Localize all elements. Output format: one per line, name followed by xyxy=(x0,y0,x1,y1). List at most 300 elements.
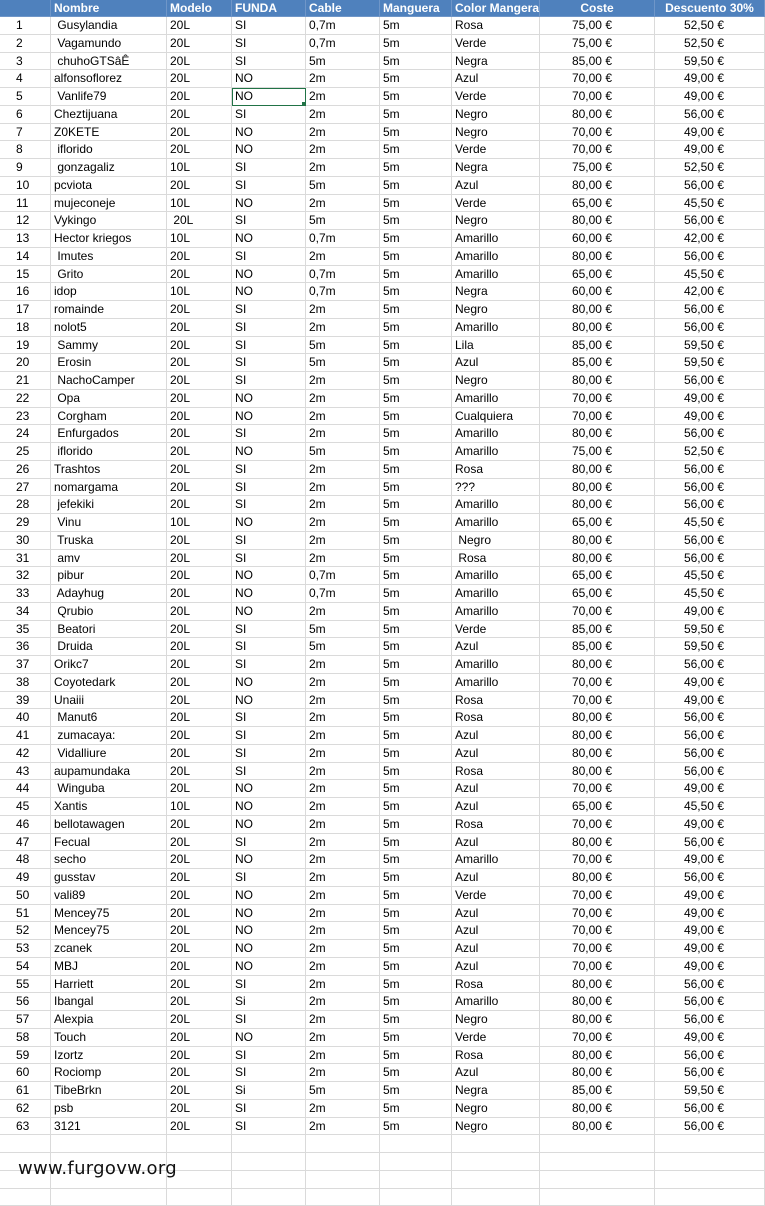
empty-cell[interactable] xyxy=(51,1135,167,1153)
cell-manguera[interactable]: 5m xyxy=(380,1082,452,1100)
cell-nombre[interactable]: chuhoGTSâÊ xyxy=(51,53,167,71)
cell-manguera[interactable]: 5m xyxy=(380,266,452,284)
cell-descuento[interactable]: 56,00 € xyxy=(655,319,765,337)
cell-nombre[interactable]: aupamundaka xyxy=(51,763,167,781)
cell-color-mangera[interactable]: Azul xyxy=(452,745,540,763)
cell-cable[interactable]: 0,7m xyxy=(306,567,380,585)
cell-modelo[interactable]: 20L xyxy=(167,496,232,514)
cell-coste[interactable]: 60,00 € xyxy=(540,283,655,301)
cell-nombre[interactable]: secho xyxy=(51,851,167,869)
cell-funda[interactable]: NO xyxy=(232,266,306,284)
cell-modelo[interactable]: 20L xyxy=(167,674,232,692)
cell-color-mangera[interactable]: Azul xyxy=(452,1064,540,1082)
cell-coste[interactable]: 80,00 € xyxy=(540,496,655,514)
cell-manguera[interactable]: 5m xyxy=(380,763,452,781)
cell-funda[interactable]: NO xyxy=(232,124,306,142)
cell-manguera[interactable]: 5m xyxy=(380,550,452,568)
cell-manguera[interactable]: 5m xyxy=(380,70,452,88)
cell-color-mangera[interactable]: Azul xyxy=(452,177,540,195)
cell-color-mangera[interactable]: Verde xyxy=(452,1029,540,1047)
cell-coste[interactable]: 80,00 € xyxy=(540,1047,655,1065)
cell-manguera[interactable]: 5m xyxy=(380,337,452,355)
cell-descuento[interactable]: 49,00 € xyxy=(655,887,765,905)
cell-manguera[interactable]: 5m xyxy=(380,248,452,266)
cell-cable[interactable]: 2m xyxy=(306,692,380,710)
cell-nombre[interactable]: Mencey75 xyxy=(51,905,167,923)
cell-modelo[interactable]: 20L xyxy=(167,621,232,639)
cell-modelo[interactable]: 20L xyxy=(167,638,232,656)
cell-color-mangera[interactable]: Amarillo xyxy=(452,851,540,869)
cell-color-mangera[interactable]: Amarillo xyxy=(452,319,540,337)
cell-modelo[interactable]: 20L xyxy=(167,976,232,994)
cell-coste[interactable]: 65,00 € xyxy=(540,585,655,603)
cell-nombre[interactable]: iflorido xyxy=(51,443,167,461)
cell-cable[interactable]: 5m xyxy=(306,177,380,195)
cell-nombre[interactable]: Harriett xyxy=(51,976,167,994)
cell-funda[interactable]: SI xyxy=(232,1047,306,1065)
cell-funda[interactable]: SI xyxy=(232,106,306,124)
cell-nombre[interactable]: Alexpia xyxy=(51,1011,167,1029)
cell-color-mangera[interactable]: Negro xyxy=(452,124,540,142)
cell-row-number[interactable]: 25 xyxy=(0,443,51,461)
cell-coste[interactable]: 80,00 € xyxy=(540,727,655,745)
cell-row-number[interactable]: 17 xyxy=(0,301,51,319)
cell-descuento[interactable]: 49,00 € xyxy=(655,905,765,923)
cell-funda[interactable]: NO xyxy=(232,851,306,869)
cell-nombre[interactable]: alfonsoflorez xyxy=(51,70,167,88)
cell-descuento[interactable]: 49,00 € xyxy=(655,692,765,710)
cell-nombre[interactable]: Touch xyxy=(51,1029,167,1047)
cell-descuento[interactable]: 45,50 € xyxy=(655,585,765,603)
cell-color-mangera[interactable]: Negro xyxy=(452,106,540,124)
empty-cell[interactable] xyxy=(452,1171,540,1189)
cell-cable[interactable]: 5m xyxy=(306,354,380,372)
empty-cell[interactable] xyxy=(232,1135,306,1153)
empty-cell[interactable] xyxy=(452,1153,540,1171)
cell-funda[interactable]: SI xyxy=(232,177,306,195)
cell-modelo[interactable]: 20L xyxy=(167,319,232,337)
cell-coste[interactable]: 80,00 € xyxy=(540,709,655,727)
empty-cell[interactable] xyxy=(0,1135,51,1153)
cell-row-number[interactable]: 45 xyxy=(0,798,51,816)
cell-row-number[interactable]: 5 xyxy=(0,88,51,106)
cell-cable[interactable]: 2m xyxy=(306,834,380,852)
cell-cable[interactable]: 5m xyxy=(306,1082,380,1100)
cell-row-number[interactable]: 42 xyxy=(0,745,51,763)
cell-coste[interactable]: 80,00 € xyxy=(540,1064,655,1082)
cell-manguera[interactable]: 5m xyxy=(380,834,452,852)
column-header-funda[interactable]: FUNDA xyxy=(232,0,306,17)
cell-descuento[interactable]: 56,00 € xyxy=(655,461,765,479)
cell-coste[interactable]: 80,00 € xyxy=(540,1100,655,1118)
cell-row-number[interactable]: 8 xyxy=(0,141,51,159)
cell-coste[interactable]: 85,00 € xyxy=(540,337,655,355)
cell-row-number[interactable]: 44 xyxy=(0,780,51,798)
cell-row-number[interactable]: 29 xyxy=(0,514,51,532)
cell-funda[interactable]: SI xyxy=(232,727,306,745)
cell-color-mangera[interactable]: Verde xyxy=(452,195,540,213)
cell-color-mangera[interactable]: Azul xyxy=(452,354,540,372)
cell-row-number[interactable]: 37 xyxy=(0,656,51,674)
cell-funda[interactable]: NO xyxy=(232,887,306,905)
cell-manguera[interactable]: 5m xyxy=(380,443,452,461)
cell-manguera[interactable]: 5m xyxy=(380,993,452,1011)
cell-descuento[interactable]: 56,00 € xyxy=(655,869,765,887)
cell-funda[interactable]: NO xyxy=(232,283,306,301)
empty-cell[interactable] xyxy=(655,1153,765,1171)
cell-coste[interactable]: 80,00 € xyxy=(540,1118,655,1136)
empty-cell[interactable] xyxy=(540,1153,655,1171)
cell-cable[interactable]: 2m xyxy=(306,390,380,408)
cell-descuento[interactable]: 56,00 € xyxy=(655,1100,765,1118)
cell-cable[interactable]: 2m xyxy=(306,479,380,497)
cell-funda[interactable]: Si xyxy=(232,1082,306,1100)
cell-manguera[interactable]: 5m xyxy=(380,354,452,372)
cell-nombre[interactable]: Vykingo xyxy=(51,212,167,230)
cell-modelo[interactable]: 20L xyxy=(167,745,232,763)
empty-cell[interactable] xyxy=(380,1189,452,1206)
cell-funda[interactable]: SI xyxy=(232,869,306,887)
cell-nombre[interactable]: pibur xyxy=(51,567,167,585)
cell-funda[interactable]: SI xyxy=(232,976,306,994)
empty-cell[interactable] xyxy=(655,1135,765,1153)
cell-nombre[interactable]: gonzagaliz xyxy=(51,159,167,177)
cell-coste[interactable]: 80,00 € xyxy=(540,834,655,852)
cell-color-mangera[interactable]: Amarillo xyxy=(452,603,540,621)
cell-modelo[interactable]: 20L xyxy=(167,1029,232,1047)
cell-coste[interactable]: 80,00 € xyxy=(540,425,655,443)
cell-color-mangera[interactable]: Verde xyxy=(452,88,540,106)
cell-funda[interactable]: SI xyxy=(232,834,306,852)
cell-funda[interactable]: SI xyxy=(232,461,306,479)
cell-modelo[interactable]: 20L xyxy=(167,993,232,1011)
cell-color-mangera[interactable]: Azul xyxy=(452,638,540,656)
cell-descuento[interactable]: 49,00 € xyxy=(655,958,765,976)
cell-modelo[interactable]: 10L xyxy=(167,230,232,248)
cell-descuento[interactable]: 49,00 € xyxy=(655,141,765,159)
cell-color-mangera[interactable]: Azul xyxy=(452,798,540,816)
cell-nombre[interactable]: TibeBrkn xyxy=(51,1082,167,1100)
cell-funda[interactable]: NO xyxy=(232,195,306,213)
cell-modelo[interactable]: 20L xyxy=(167,922,232,940)
cell-descuento[interactable]: 56,00 € xyxy=(655,1064,765,1082)
cell-nombre[interactable]: Winguba xyxy=(51,780,167,798)
column-header-manguera[interactable]: Manguera xyxy=(380,0,452,17)
cell-coste[interactable]: 70,00 € xyxy=(540,816,655,834)
cell-descuento[interactable]: 56,00 € xyxy=(655,479,765,497)
cell-manguera[interactable]: 5m xyxy=(380,638,452,656)
cell-manguera[interactable]: 5m xyxy=(380,1011,452,1029)
cell-manguera[interactable]: 5m xyxy=(380,479,452,497)
cell-modelo[interactable]: 20L xyxy=(167,88,232,106)
cell-manguera[interactable]: 5m xyxy=(380,425,452,443)
cell-nombre[interactable]: Sammy xyxy=(51,337,167,355)
cell-descuento[interactable]: 52,50 € xyxy=(655,443,765,461)
cell-row-number[interactable]: 59 xyxy=(0,1047,51,1065)
cell-coste[interactable]: 70,00 € xyxy=(540,851,655,869)
cell-coste[interactable]: 75,00 € xyxy=(540,159,655,177)
cell-funda[interactable]: SI xyxy=(232,532,306,550)
cell-cable[interactable]: 2m xyxy=(306,1100,380,1118)
cell-cable[interactable]: 2m xyxy=(306,780,380,798)
cell-cable[interactable]: 0,7m xyxy=(306,283,380,301)
cell-descuento[interactable]: 42,00 € xyxy=(655,230,765,248)
cell-modelo[interactable]: 20L xyxy=(167,603,232,621)
empty-cell[interactable] xyxy=(232,1189,306,1206)
cell-cable[interactable]: 2m xyxy=(306,461,380,479)
cell-manguera[interactable]: 5m xyxy=(380,532,452,550)
cell-descuento[interactable]: 49,00 € xyxy=(655,88,765,106)
cell-coste[interactable]: 80,00 € xyxy=(540,106,655,124)
cell-cable[interactable]: 2m xyxy=(306,124,380,142)
cell-funda[interactable]: SI xyxy=(232,621,306,639)
cell-color-mangera[interactable]: Amarillo xyxy=(452,656,540,674)
cell-color-mangera[interactable]: Amarillo xyxy=(452,993,540,1011)
cell-color-mangera[interactable]: Negro xyxy=(452,532,540,550)
cell-nombre[interactable]: Coyotedark xyxy=(51,674,167,692)
cell-coste[interactable]: 80,00 € xyxy=(540,745,655,763)
cell-modelo[interactable]: 20L xyxy=(167,851,232,869)
cell-row-number[interactable]: 58 xyxy=(0,1029,51,1047)
cell-color-mangera[interactable]: Negra xyxy=(452,283,540,301)
cell-manguera[interactable]: 5m xyxy=(380,88,452,106)
cell-coste[interactable]: 80,00 € xyxy=(540,656,655,674)
cell-descuento[interactable]: 56,00 € xyxy=(655,496,765,514)
cell-nombre[interactable]: romainde xyxy=(51,301,167,319)
cell-row-number[interactable]: 35 xyxy=(0,621,51,639)
cell-manguera[interactable]: 5m xyxy=(380,283,452,301)
cell-cable[interactable]: 2m xyxy=(306,709,380,727)
cell-nombre[interactable]: pcviota xyxy=(51,177,167,195)
cell-descuento[interactable]: 56,00 € xyxy=(655,976,765,994)
cell-row-number[interactable]: 57 xyxy=(0,1011,51,1029)
cell-nombre[interactable]: Vanlife79 xyxy=(51,88,167,106)
cell-modelo[interactable]: 20L xyxy=(167,1082,232,1100)
cell-manguera[interactable]: 5m xyxy=(380,1029,452,1047)
cell-descuento[interactable]: 59,50 € xyxy=(655,621,765,639)
cell-manguera[interactable]: 5m xyxy=(380,958,452,976)
cell-manguera[interactable]: 5m xyxy=(380,798,452,816)
cell-color-mangera[interactable]: Azul xyxy=(452,940,540,958)
cell-color-mangera[interactable]: Rosa xyxy=(452,763,540,781)
cell-descuento[interactable]: 45,50 € xyxy=(655,266,765,284)
cell-modelo[interactable]: 20L xyxy=(167,141,232,159)
cell-manguera[interactable]: 5m xyxy=(380,461,452,479)
column-header-coste[interactable]: Coste xyxy=(540,0,655,17)
empty-cell[interactable] xyxy=(167,1135,232,1153)
cell-color-mangera[interactable]: Amarillo xyxy=(452,266,540,284)
cell-descuento[interactable]: 56,00 € xyxy=(655,709,765,727)
cell-funda[interactable]: NO xyxy=(232,940,306,958)
cell-modelo[interactable]: 20L xyxy=(167,709,232,727)
cell-coste[interactable]: 70,00 € xyxy=(540,940,655,958)
cell-modelo[interactable]: 20L xyxy=(167,301,232,319)
cell-modelo[interactable]: 20L xyxy=(167,550,232,568)
empty-cell[interactable] xyxy=(452,1189,540,1206)
cell-color-mangera[interactable]: Amarillo xyxy=(452,496,540,514)
cell-manguera[interactable]: 5m xyxy=(380,1100,452,1118)
cell-coste[interactable]: 70,00 € xyxy=(540,390,655,408)
cell-cable[interactable]: 2m xyxy=(306,532,380,550)
cell-funda[interactable]: NO xyxy=(232,816,306,834)
cell-cable[interactable]: 2m xyxy=(306,550,380,568)
cell-modelo[interactable]: 20L xyxy=(167,958,232,976)
cell-color-mangera[interactable]: Negro xyxy=(452,1011,540,1029)
cell-coste[interactable]: 70,00 € xyxy=(540,1029,655,1047)
column-header-modelo[interactable]: Modelo xyxy=(167,0,232,17)
cell-descuento[interactable]: 49,00 € xyxy=(655,922,765,940)
cell-row-number[interactable]: 52 xyxy=(0,922,51,940)
cell-manguera[interactable]: 5m xyxy=(380,816,452,834)
cell-nombre[interactable]: Fecual xyxy=(51,834,167,852)
cell-descuento[interactable]: 45,50 € xyxy=(655,567,765,585)
cell-color-mangera[interactable]: Rosa xyxy=(452,709,540,727)
cell-descuento[interactable]: 49,00 € xyxy=(655,408,765,426)
empty-cell[interactable] xyxy=(452,1135,540,1153)
column-header-nombre[interactable]: Nombre xyxy=(51,0,167,17)
cell-funda[interactable]: SI xyxy=(232,1064,306,1082)
cell-descuento[interactable]: 49,00 € xyxy=(655,390,765,408)
cell-manguera[interactable]: 5m xyxy=(380,869,452,887)
cell-cable[interactable]: 2m xyxy=(306,603,380,621)
cell-coste[interactable]: 65,00 € xyxy=(540,798,655,816)
cell-coste[interactable]: 70,00 € xyxy=(540,674,655,692)
cell-row-number[interactable]: 43 xyxy=(0,763,51,781)
cell-descuento[interactable]: 49,00 € xyxy=(655,603,765,621)
cell-manguera[interactable]: 5m xyxy=(380,1047,452,1065)
cell-cable[interactable]: 2m xyxy=(306,408,380,426)
cell-descuento[interactable]: 56,00 € xyxy=(655,177,765,195)
cell-funda[interactable]: SI xyxy=(232,1011,306,1029)
cell-manguera[interactable]: 5m xyxy=(380,851,452,869)
cell-funda[interactable]: SI xyxy=(232,1118,306,1136)
empty-cell[interactable] xyxy=(380,1171,452,1189)
cell-cable[interactable]: 2m xyxy=(306,922,380,940)
cell-row-number[interactable]: 31 xyxy=(0,550,51,568)
cell-nombre[interactable]: Gusylandia xyxy=(51,17,167,35)
cell-row-number[interactable]: 61 xyxy=(0,1082,51,1100)
cell-cable[interactable]: 2m xyxy=(306,869,380,887)
cell-cable[interactable]: 2m xyxy=(306,319,380,337)
cell-modelo[interactable]: 20L xyxy=(167,337,232,355)
cell-nombre[interactable]: Vagamundo xyxy=(51,35,167,53)
cell-color-mangera[interactable]: Rosa xyxy=(452,17,540,35)
cell-modelo[interactable]: 20L xyxy=(167,106,232,124)
cell-modelo[interactable]: 20L xyxy=(167,70,232,88)
cell-color-mangera[interactable]: Azul xyxy=(452,905,540,923)
cell-manguera[interactable]: 5m xyxy=(380,141,452,159)
cell-manguera[interactable]: 5m xyxy=(380,709,452,727)
cell-modelo[interactable]: 20L xyxy=(167,656,232,674)
cell-row-number[interactable]: 32 xyxy=(0,567,51,585)
cell-cable[interactable]: 2m xyxy=(306,106,380,124)
cell-row-number[interactable]: 14 xyxy=(0,248,51,266)
cell-modelo[interactable]: 20L xyxy=(167,443,232,461)
cell-color-mangera[interactable]: Verde xyxy=(452,35,540,53)
cell-row-number[interactable]: 2 xyxy=(0,35,51,53)
cell-funda[interactable]: SI xyxy=(232,763,306,781)
cell-row-number[interactable]: 40 xyxy=(0,709,51,727)
cell-manguera[interactable]: 5m xyxy=(380,940,452,958)
cell-cable[interactable]: 2m xyxy=(306,1029,380,1047)
cell-coste[interactable]: 70,00 € xyxy=(540,905,655,923)
column-header-cable[interactable]: Cable xyxy=(306,0,380,17)
cell-descuento[interactable]: 56,00 € xyxy=(655,1118,765,1136)
cell-descuento[interactable]: 59,50 € xyxy=(655,1082,765,1100)
cell-descuento[interactable]: 56,00 € xyxy=(655,763,765,781)
cell-color-mangera[interactable]: Amarillo xyxy=(452,443,540,461)
cell-cable[interactable]: 5m xyxy=(306,53,380,71)
cell-modelo[interactable]: 20L xyxy=(167,869,232,887)
cell-funda[interactable]: NO xyxy=(232,780,306,798)
cell-manguera[interactable]: 5m xyxy=(380,603,452,621)
cell-descuento[interactable]: 56,00 € xyxy=(655,1011,765,1029)
cell-coste[interactable]: 80,00 € xyxy=(540,372,655,390)
cell-row-number[interactable]: 46 xyxy=(0,816,51,834)
cell-nombre[interactable]: Enfurgados xyxy=(51,425,167,443)
cell-funda[interactable]: NO xyxy=(232,141,306,159)
cell-coste[interactable]: 80,00 € xyxy=(540,319,655,337)
cell-cable[interactable]: 2m xyxy=(306,798,380,816)
cell-manguera[interactable]: 5m xyxy=(380,1118,452,1136)
cell-modelo[interactable]: 20L xyxy=(167,212,232,230)
cell-row-number[interactable]: 15 xyxy=(0,266,51,284)
cell-row-number[interactable]: 30 xyxy=(0,532,51,550)
cell-color-mangera[interactable]: Azul xyxy=(452,70,540,88)
empty-cell[interactable] xyxy=(167,1189,232,1206)
cell-nombre[interactable]: zumacaya: xyxy=(51,727,167,745)
empty-cell[interactable] xyxy=(540,1135,655,1153)
cell-modelo[interactable]: 20L xyxy=(167,177,232,195)
empty-cell[interactable] xyxy=(0,1189,51,1206)
cell-funda[interactable]: SI xyxy=(232,1100,306,1118)
cell-modelo[interactable]: 20L xyxy=(167,35,232,53)
empty-cell[interactable] xyxy=(232,1153,306,1171)
cell-modelo[interactable]: 10L xyxy=(167,159,232,177)
cell-nombre[interactable]: Druida xyxy=(51,638,167,656)
cell-color-mangera[interactable]: Negro xyxy=(452,1100,540,1118)
cell-color-mangera[interactable]: Negro xyxy=(452,301,540,319)
cell-modelo[interactable]: 20L xyxy=(167,887,232,905)
cell-nombre[interactable]: vali89 xyxy=(51,887,167,905)
cell-manguera[interactable]: 5m xyxy=(380,230,452,248)
cell-descuento[interactable]: 56,00 € xyxy=(655,1047,765,1065)
cell-row-number[interactable]: 1 xyxy=(0,17,51,35)
cell-modelo[interactable]: 20L xyxy=(167,585,232,603)
cell-coste[interactable]: 65,00 € xyxy=(540,266,655,284)
cell-row-number[interactable]: 39 xyxy=(0,692,51,710)
cell-row-number[interactable]: 41 xyxy=(0,727,51,745)
cell-row-number[interactable]: 23 xyxy=(0,408,51,426)
cell-row-number[interactable]: 11 xyxy=(0,195,51,213)
empty-cell[interactable] xyxy=(306,1153,380,1171)
cell-funda[interactable]: Si xyxy=(232,993,306,1011)
cell-modelo[interactable]: 10L xyxy=(167,798,232,816)
cell-color-mangera[interactable]: Rosa xyxy=(452,692,540,710)
cell-color-mangera[interactable]: Negra xyxy=(452,1082,540,1100)
empty-cell[interactable] xyxy=(540,1189,655,1206)
cell-descuento[interactable]: 56,00 € xyxy=(655,532,765,550)
cell-nombre[interactable]: Imutes xyxy=(51,248,167,266)
cell-manguera[interactable]: 5m xyxy=(380,53,452,71)
cell-descuento[interactable]: 56,00 € xyxy=(655,656,765,674)
cell-funda[interactable]: SI xyxy=(232,159,306,177)
cell-nombre[interactable]: gusstav xyxy=(51,869,167,887)
cell-funda[interactable]: NO xyxy=(232,922,306,940)
cell-row-number[interactable]: 10 xyxy=(0,177,51,195)
cell-coste[interactable]: 75,00 € xyxy=(540,35,655,53)
cell-modelo[interactable]: 20L xyxy=(167,461,232,479)
